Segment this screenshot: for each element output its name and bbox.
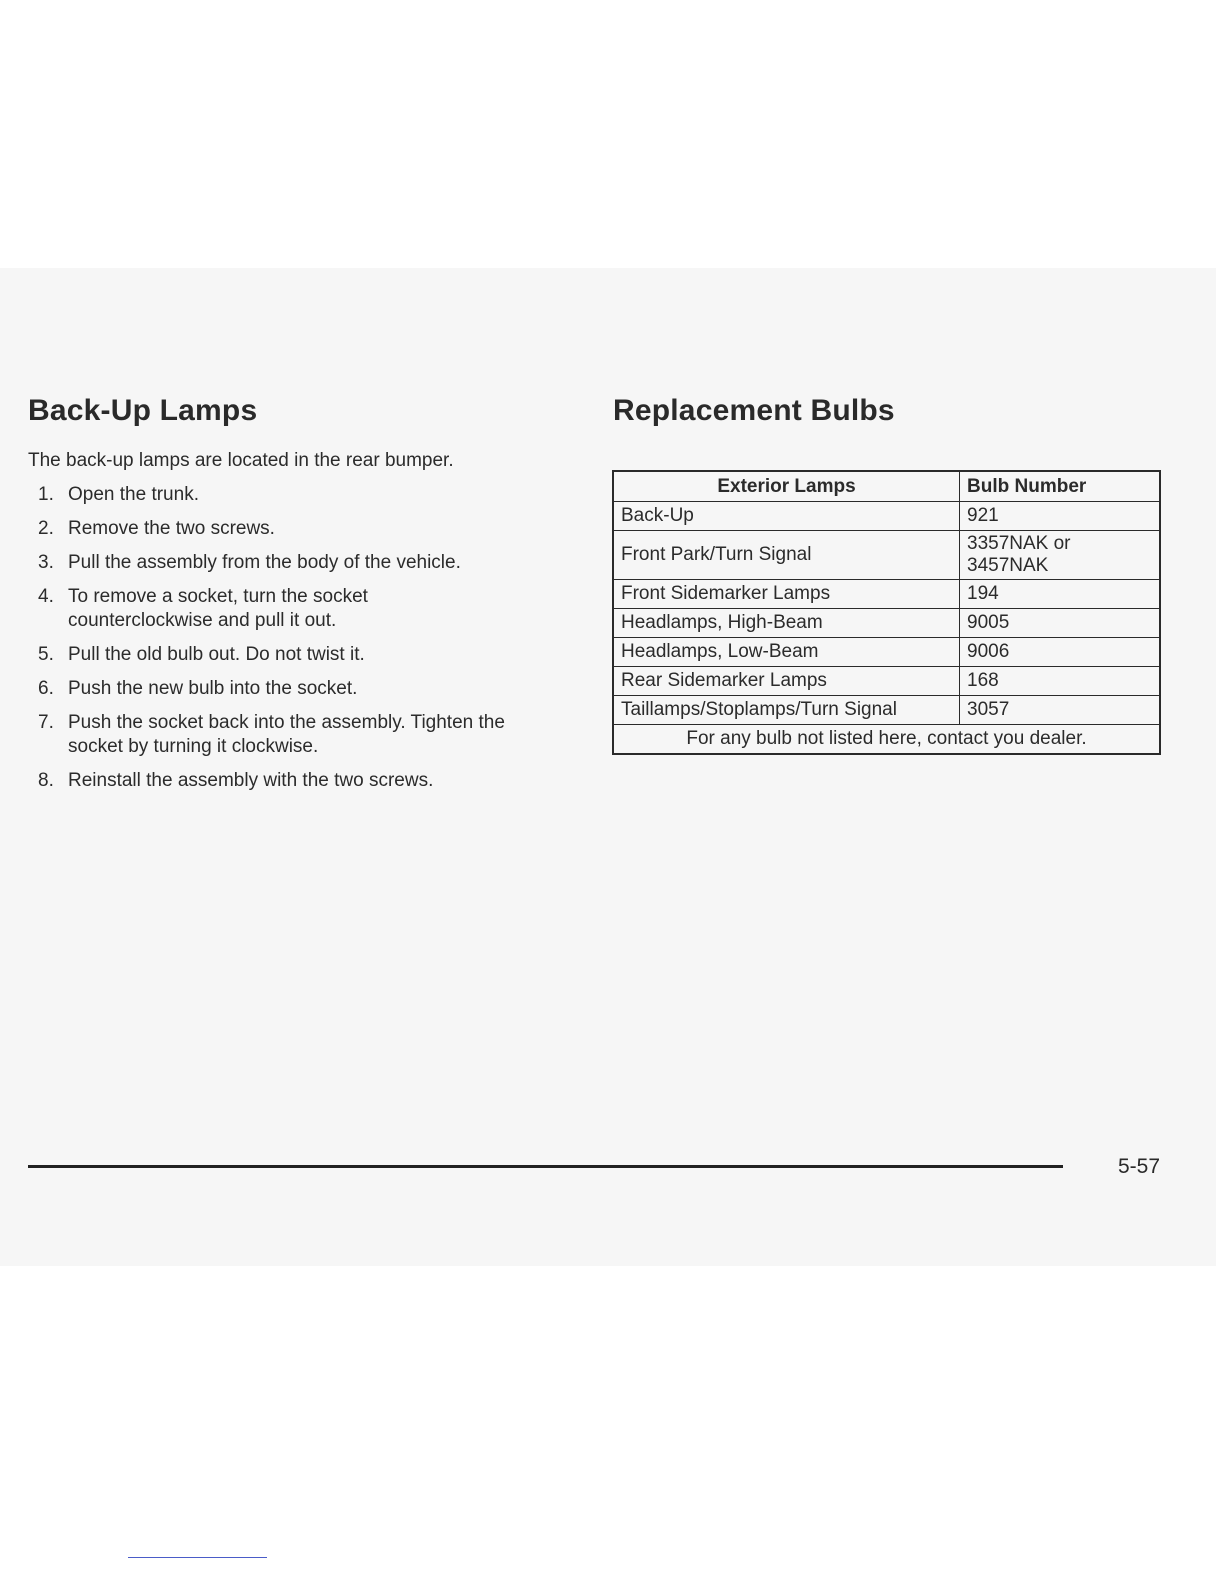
lamp-cell: Front Park/Turn Signal — [613, 531, 960, 580]
table-row — [613, 667, 1160, 696]
step-item: 2. Remove the two screws. — [38, 518, 275, 539]
replacement-bulbs-heading: Replacement Bulbs — [613, 394, 895, 427]
table-row — [613, 580, 1160, 609]
table-row — [613, 531, 1160, 580]
link-underline — [128, 1557, 267, 1558]
footer-divider — [28, 1165, 1063, 1168]
lamp-cell: Taillamps/Stoplamps/Turn Signal — [613, 696, 960, 725]
step-item: 1. Open the trunk. — [38, 484, 199, 505]
header-exterior-lamps: Exterior Lamps — [613, 471, 960, 502]
lamp-cell: Back-Up — [613, 502, 960, 531]
table-footer-row — [613, 725, 1160, 755]
bulb-cell — [960, 531, 1161, 580]
step-item: 3. Pull the assembly from the body of the vehicle. — [38, 552, 461, 573]
bulb-cell: 194 — [960, 580, 1161, 609]
table-row — [613, 609, 1160, 638]
bulb-cell: 9006 — [960, 638, 1161, 667]
bulb-cell: 921 — [960, 502, 1161, 531]
lamp-cell: Headlamps, Low-Beam — [613, 638, 960, 667]
lamp-cell: Rear Sidemarker Lamps — [613, 667, 960, 696]
table-row — [613, 638, 1160, 667]
instruction-steps — [38, 483, 558, 803]
table-footer-note: For any bulb not listed here, contact you dealer. — [613, 725, 1160, 755]
replacement-bulbs-table — [612, 470, 1161, 755]
bulb-cell: 9005 — [960, 609, 1161, 638]
step-item: 7. Push the socket back into the assembly. Tighten the socket by turning it clockwise. — [38, 712, 505, 757]
back-up-lamps-intro: The back-up lamps are located in the rear bumper. — [28, 450, 454, 471]
lamp-cell: Front Sidemarker Lamps — [613, 580, 960, 609]
step-item: 5. Pull the old bulb out. Do not twist it. — [38, 644, 365, 665]
step-item: 6. Push the new bulb into the socket. — [38, 678, 358, 699]
bulb-cell: 168 — [960, 667, 1161, 696]
page-number: 5-57 — [1118, 1155, 1161, 1178]
lamp-cell: Headlamps, High-Beam — [613, 609, 960, 638]
table-row — [613, 502, 1160, 531]
step-item: 4. To remove a socket, turn the socket counterclockwise and pull it out. — [38, 586, 368, 631]
bulb-cell: 3057 — [960, 696, 1161, 725]
table-header-row — [613, 471, 1160, 502]
step-item: 8. Reinstall the assembly with the two screws. — [38, 770, 434, 791]
bulb-line: 3457NAK — [967, 555, 1049, 576]
back-up-lamps-heading: Back-Up Lamps — [28, 394, 258, 427]
header-bulb-number: Bulb Number — [960, 471, 1161, 502]
table-row — [613, 696, 1160, 725]
bulb-line: 3357NAK or — [967, 533, 1071, 554]
